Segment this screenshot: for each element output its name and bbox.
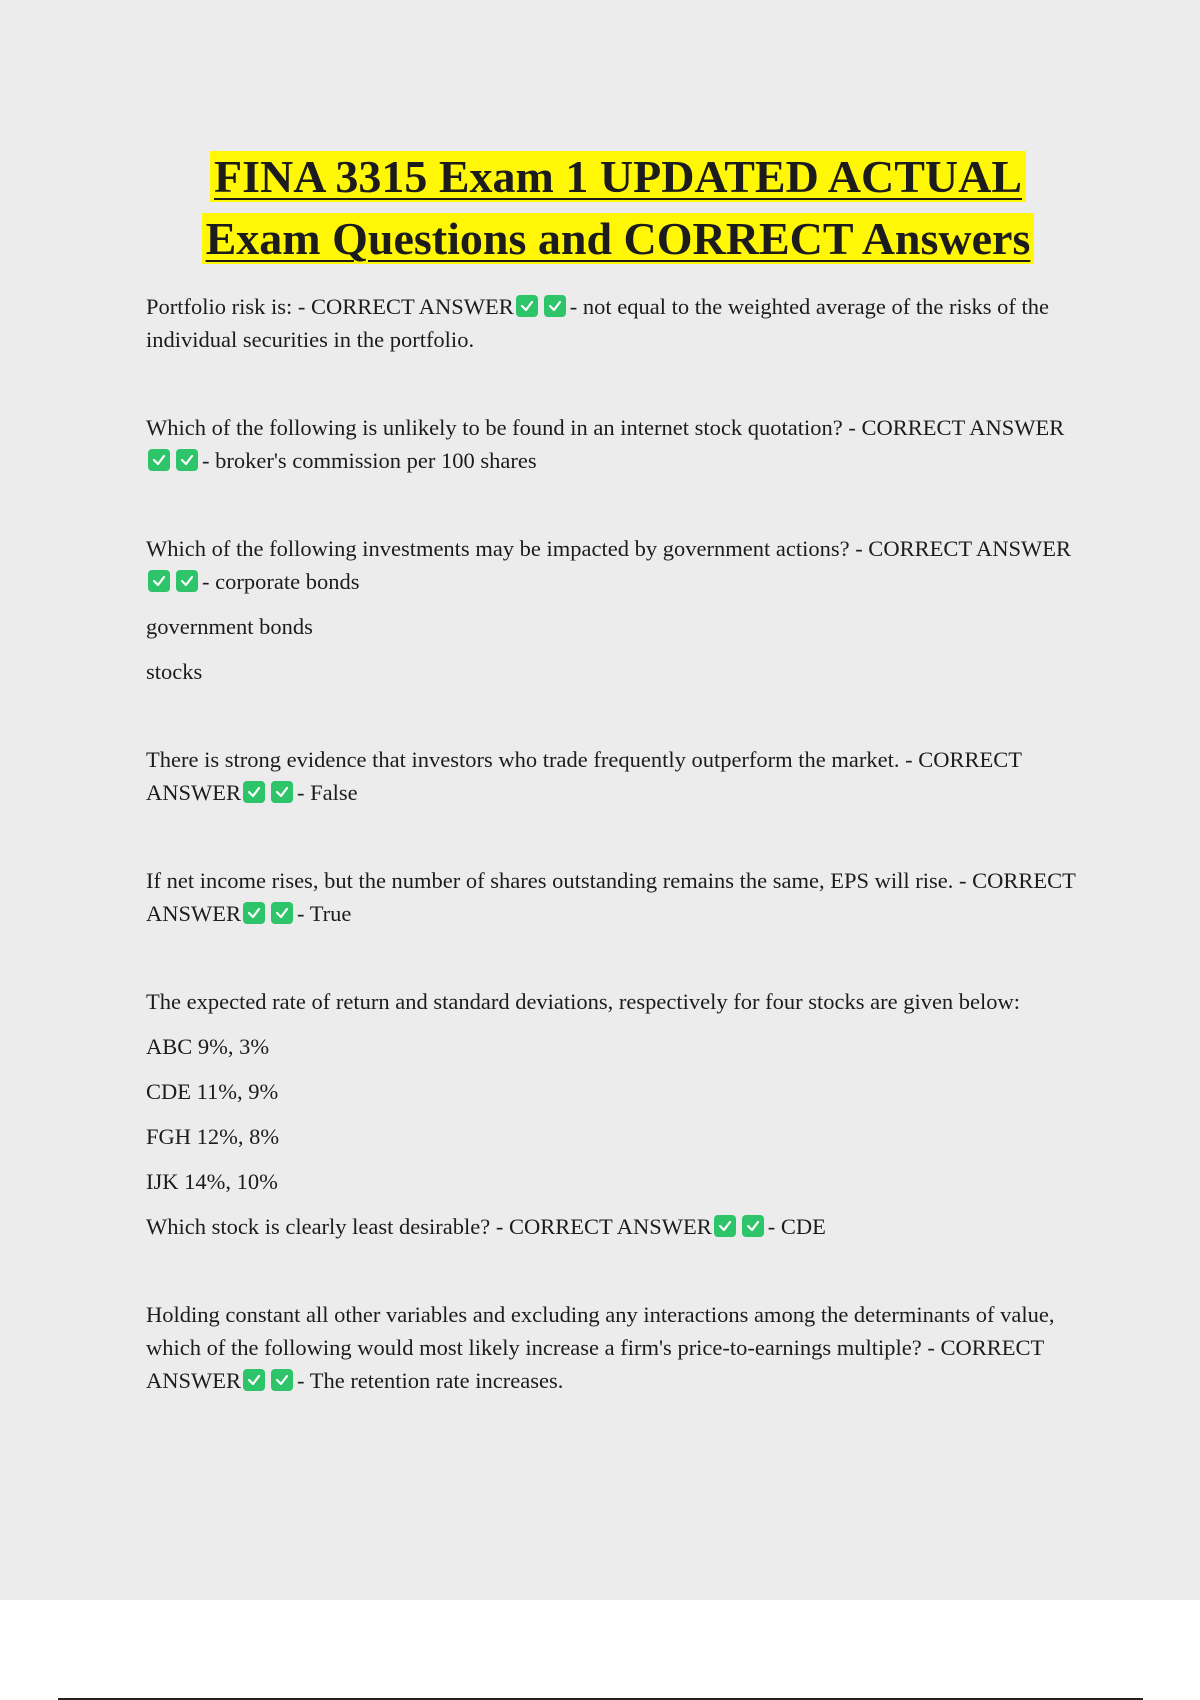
check-box-icon [271, 781, 293, 803]
answer-text: - corporate bonds [202, 569, 360, 594]
qa-list [146, 290, 1090, 1397]
qa-item [146, 985, 1090, 1243]
question-text: Which stock is clearly least desirable? - CORRECT ANSWER [146, 1214, 712, 1239]
answer-text: - True [297, 901, 352, 926]
check-box-icon [243, 781, 265, 803]
qa-paragraph [146, 743, 1090, 809]
title-line-2: Exam Questions and CORRECT Answers [202, 213, 1035, 264]
answer-extra-line: stocks [146, 659, 203, 684]
qa-item [146, 290, 1090, 356]
question-text: Which of the following is unlikely to be found in an internet stock quotation? - CORRECT ANSWER [146, 415, 1065, 440]
qa-paragraph [146, 1298, 1090, 1397]
question-text: Portfolio risk is: - CORRECT ANSWER [146, 294, 514, 319]
qa-paragraph [146, 864, 1090, 930]
answer-text: - CDE [767, 1214, 826, 1239]
qa-paragraph [146, 411, 1090, 477]
question-text: There is strong evidence that investors who trade frequently outperform the market. - CORRECT ANSWER [146, 747, 1022, 805]
stock-line: IJK 14%, 10% [146, 1169, 278, 1194]
qa-paragraph [146, 1210, 1090, 1243]
check-box-icon [148, 570, 170, 592]
check-box-icon [516, 295, 538, 317]
qa-item [146, 1298, 1090, 1397]
qa-item [146, 411, 1090, 477]
question-text: Which of the following investments may be impacted by government actions? - CORRECT ANSWER [146, 536, 1072, 561]
check-box-icon [271, 1369, 293, 1391]
check-box-icon [243, 1369, 265, 1391]
question-text: Holding constant all other variables and excluding any interactions among the determinants of value, which of the following would most likely increase a firm's price-to-earnings multiple? - CORRECT ANSWER [146, 1302, 1055, 1393]
document-content [146, 146, 1090, 1452]
stock-line: ABC 9%, 3% [146, 1034, 270, 1059]
stock-line: FGH 12%, 8% [146, 1124, 280, 1149]
document-title [146, 146, 1090, 270]
qa-paragraph [146, 532, 1090, 598]
check-box-icon [148, 449, 170, 471]
stock-line: CDE 11%, 9% [146, 1079, 279, 1104]
check-box-icon [544, 295, 566, 317]
check-box-icon [742, 1215, 764, 1237]
check-box-icon [176, 449, 198, 471]
answer-text: - not equal to the weighted average of the risks of the individual securities in the portfolio. [146, 294, 1049, 352]
title-line-1: FINA 3315 Exam 1 UPDATED ACTUAL [210, 151, 1026, 202]
qa-item [146, 532, 1090, 688]
qa-intro: The expected rate of return and standard deviations, respectively for four stocks are given below: [146, 989, 1021, 1014]
check-box-icon [714, 1215, 736, 1237]
answer-text: - The retention rate increases. [297, 1368, 564, 1393]
question-text: If net income rises, but the number of shares outstanding remains the same, EPS will rise. - CORRECT ANSWER [146, 868, 1076, 926]
answer-text: - False [297, 780, 358, 805]
qa-item [146, 864, 1090, 930]
check-box-icon [243, 902, 265, 924]
qa-item [146, 743, 1090, 809]
qa-paragraph [146, 290, 1090, 356]
answer-text: - broker's commission per 100 shares [202, 448, 537, 473]
answer-extra-line: government bonds [146, 614, 313, 639]
check-box-icon [271, 902, 293, 924]
check-box-icon [176, 570, 198, 592]
